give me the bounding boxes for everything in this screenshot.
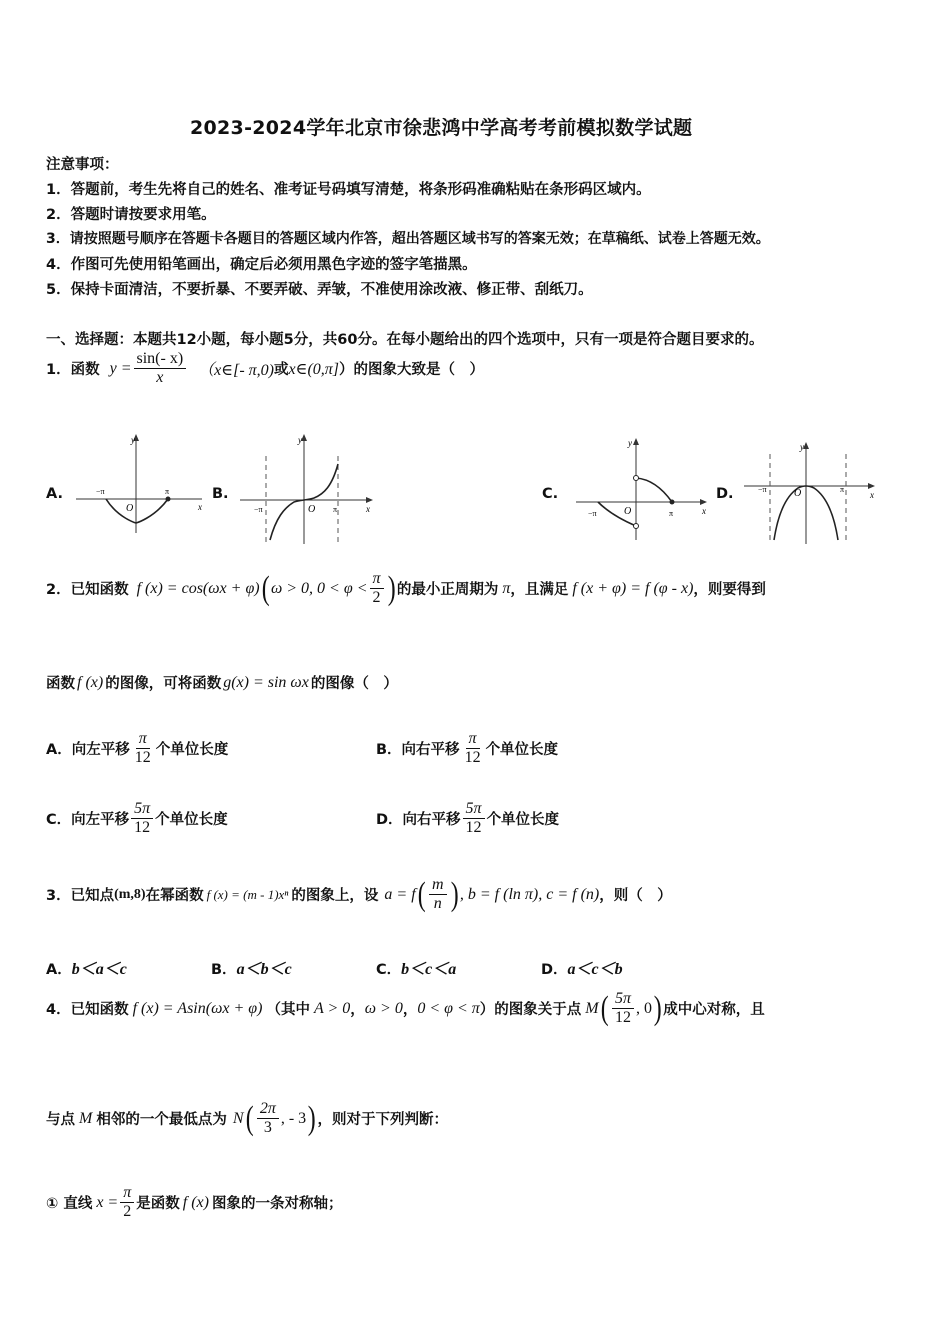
y-axis-label: y bbox=[298, 435, 302, 445]
q4-mid: （其中 bbox=[266, 1002, 310, 1019]
q2-gx: g(x) = sin ωx bbox=[223, 673, 309, 691]
q2-equation: f (x + φ) = f (φ - x) bbox=[572, 579, 694, 597]
q3-a-num: m bbox=[429, 876, 447, 895]
q3-option-a-label: A． bbox=[46, 962, 72, 978]
right-paren: ) bbox=[653, 989, 662, 1027]
q3-option-a[interactable] bbox=[46, 956, 127, 979]
origin-label: O bbox=[794, 488, 802, 499]
q1-prefix: 1．函数 bbox=[46, 362, 100, 379]
q2-cond-num: π bbox=[370, 570, 384, 589]
q4-m-num: 5π bbox=[612, 990, 634, 1009]
q2-line2-c: 的图像（ ） bbox=[310, 676, 398, 692]
q1-option-c[interactable]: C. bbox=[542, 486, 559, 502]
q3-option-c-label: C． bbox=[376, 962, 402, 978]
q4-n-den: 3 bbox=[263, 1119, 272, 1137]
q1-domain-b: x∈(0,π] bbox=[288, 360, 340, 378]
q1-graph-d bbox=[740, 436, 882, 548]
page-title: 2023-2024学年北京市徐悲鸿中学高考考前模拟数学试题 bbox=[190, 117, 693, 139]
q3-a-den: n bbox=[433, 895, 442, 913]
q3-mid: 在幂函数 bbox=[145, 888, 204, 905]
q2-mid: 的最小正周期为 bbox=[396, 582, 499, 599]
q3-end: ，则（ ） bbox=[599, 888, 672, 905]
y-axis-label: y bbox=[800, 442, 804, 452]
q4-item1-den: 2 bbox=[123, 1203, 132, 1221]
q2-option-d-den: 12 bbox=[465, 819, 482, 837]
q2-end: ，则要得到 bbox=[693, 582, 766, 599]
q4-mid2: ）的图象关于点 bbox=[479, 1002, 582, 1019]
q4-item1-fraction bbox=[120, 1184, 134, 1222]
question-4 bbox=[46, 990, 765, 1028]
q1-option-a[interactable]: A. bbox=[46, 486, 63, 502]
q4-line2-b: 相邻的一个最低点为 bbox=[96, 1112, 227, 1129]
q4-item1-num: π bbox=[120, 1184, 134, 1203]
q2-option-d-num: 5π bbox=[463, 800, 485, 819]
q4-cond-phi: 0 < φ < π bbox=[417, 999, 480, 1017]
q1-domain-a: （x∈[- π,0) bbox=[198, 362, 275, 380]
q3-option-d[interactable] bbox=[541, 956, 623, 979]
q2-option-a-den: 12 bbox=[134, 749, 151, 767]
neg-pi-label: −π bbox=[588, 509, 597, 518]
q2-option-c-num: 5π bbox=[131, 800, 153, 819]
q4-item1-c: 图象的一条对称轴； bbox=[211, 1196, 343, 1213]
notice-item-5: 5．保持卡面清洁，不要折暴、不要弄破、弄皱，不准使用涂改液、修正带、刮纸刀。 bbox=[46, 282, 593, 298]
q2-option-c-unit: 个单位长度 bbox=[155, 812, 228, 829]
q2-prefix: 2．已知函数 bbox=[46, 582, 129, 599]
neg-pi-label: −π bbox=[254, 505, 263, 514]
q4-point-n: N bbox=[232, 1109, 244, 1127]
q2-cond-den: 2 bbox=[372, 589, 381, 607]
q2-option-d-unit: 个单位长度 bbox=[486, 812, 560, 829]
q2-option-b-unit: 个单位长度 bbox=[485, 742, 559, 759]
x-axis-label: x bbox=[870, 490, 874, 500]
right-paren: ) bbox=[307, 1099, 316, 1137]
q2-option-b-label: B．向右平移 bbox=[376, 742, 460, 759]
notice-item-3: 3．请按照题号顺序在答题卡各题目的答题区域内作答，超出答题区域书写的答案无效；在草稿纸、试卷上答题无效。 bbox=[46, 231, 770, 247]
q3-option-c[interactable] bbox=[376, 956, 456, 979]
notice-heading: 注意事项： bbox=[46, 157, 119, 173]
question-4-line-2 bbox=[46, 1100, 448, 1138]
x-axis-label: x bbox=[702, 506, 706, 516]
q4-item1-x: x = bbox=[96, 1193, 119, 1211]
notice-item-4: 4．作图可先使用铅笔画出，确定后必须用黑色字迹的签字笔描黑。 bbox=[46, 257, 477, 273]
q4-line2-c: ，则对于下列判断： bbox=[317, 1112, 448, 1129]
origin-label: O bbox=[624, 506, 632, 517]
q1-suffix: ）的图象大致是（ ） bbox=[339, 362, 485, 379]
q3-option-d-value: a＜c＜b bbox=[567, 961, 623, 978]
pi-label: π bbox=[840, 485, 845, 494]
x-axis-label: x bbox=[366, 504, 370, 514]
q2-option-a[interactable] bbox=[46, 730, 228, 768]
q2-fx: f (x) bbox=[77, 673, 104, 691]
q2-option-d-fraction bbox=[463, 800, 485, 838]
q2-option-a-num: π bbox=[136, 730, 150, 749]
question-1 bbox=[46, 350, 484, 388]
q1-lhs: y = bbox=[109, 359, 132, 377]
q2-option-d-label: D．向右平移 bbox=[376, 812, 461, 829]
q3-option-a-value: b＜a＜c bbox=[71, 961, 127, 978]
y-axis-label: y bbox=[628, 438, 632, 448]
q2-option-a-unit: 个单位长度 bbox=[155, 742, 229, 759]
q4-line2-m: M bbox=[79, 1109, 93, 1127]
q3-point: (m,8) bbox=[114, 886, 146, 902]
q4-end: 成中心对称，且 bbox=[663, 1002, 765, 1019]
q3-func: f (x) = (m - 1)xⁿ bbox=[206, 886, 289, 902]
q2-option-c[interactable] bbox=[46, 800, 228, 838]
q2-option-b-num: π bbox=[466, 730, 480, 749]
q4-item1-b: 是函数 bbox=[136, 1196, 180, 1213]
q1-option-b[interactable]: B. bbox=[212, 486, 229, 502]
q2-option-c-fraction bbox=[131, 800, 153, 838]
q1-option-d[interactable]: D. bbox=[716, 486, 734, 502]
q2-condition: ω > 0, 0 < φ < bbox=[270, 579, 368, 597]
q2-option-b-fraction bbox=[462, 730, 484, 768]
section-heading: 一、选择题：本题共12小题，每小题5分，共60分。在每小题给出的四个选项中，只有一项是符合题目要求的。 bbox=[46, 332, 764, 348]
q1-graph-b bbox=[236, 428, 378, 546]
q2-period: π bbox=[502, 579, 511, 597]
q3-prefix: 3．已知点 bbox=[46, 888, 115, 905]
q4-m-fraction bbox=[612, 990, 634, 1028]
q2-option-b[interactable] bbox=[376, 730, 558, 768]
pi-label: π bbox=[333, 505, 338, 514]
q3-rest: , b = f (ln π), c = f (n) bbox=[459, 885, 600, 903]
q1-graph-c bbox=[572, 432, 712, 542]
q1-numerator: sin(- x) bbox=[134, 350, 187, 369]
q4-n-rest: , - 3 bbox=[280, 1109, 307, 1127]
q3-option-b-value: a＜b＜c bbox=[236, 961, 292, 978]
q4-item1-f: f (x) bbox=[182, 1193, 209, 1211]
q3-option-b[interactable] bbox=[211, 956, 292, 979]
q2-option-b-den: 12 bbox=[464, 749, 481, 767]
y-axis-label: y bbox=[131, 435, 135, 445]
q3-a-fraction bbox=[429, 876, 447, 914]
question-3 bbox=[46, 876, 672, 914]
origin-label: O bbox=[308, 504, 316, 515]
origin-label: O bbox=[126, 503, 134, 514]
notice-item-2: 2．答题时请按要求用笔。 bbox=[46, 207, 216, 223]
q2-line2-b: 的图像，可将函数 bbox=[105, 676, 222, 692]
q2-mid2: ，且满足 bbox=[510, 582, 569, 599]
pi-label: π bbox=[669, 509, 674, 518]
q4-m-den: 12 bbox=[614, 1009, 631, 1027]
comma-1: ， bbox=[350, 1002, 365, 1019]
question-2 bbox=[46, 570, 766, 608]
q4-line2-a: 与点 bbox=[46, 1112, 75, 1129]
q2-option-a-label: A．向左平移 bbox=[46, 742, 130, 759]
q4-func: f (x) = Asin(ωx + φ) bbox=[132, 999, 263, 1017]
right-paren: ) bbox=[450, 875, 459, 913]
q3-option-d-label: D． bbox=[541, 962, 568, 978]
q3-option-b-label: B． bbox=[211, 962, 237, 978]
q4-item1-a: ① 直线 bbox=[46, 1196, 93, 1213]
left-paren: ( bbox=[245, 1099, 254, 1137]
q3-option-c-value: b＜c＜a bbox=[401, 961, 457, 978]
q3-mid2: 的图象上，设 bbox=[291, 888, 379, 905]
q2-func: f (x) = cos(ωx + φ) bbox=[136, 579, 260, 597]
q2-option-c-den: 12 bbox=[134, 819, 151, 837]
q1-graph-a bbox=[70, 428, 210, 538]
q1-fraction bbox=[134, 350, 187, 388]
question-2-line-2 bbox=[46, 672, 398, 693]
q2-option-c-label: C．向左平移 bbox=[46, 812, 130, 829]
neg-pi-label: −π bbox=[96, 487, 105, 496]
q4-cond-omega: ω > 0 bbox=[364, 999, 403, 1017]
x-axis-label: x bbox=[198, 502, 202, 512]
q2-cond-fraction bbox=[370, 570, 384, 608]
q2-option-a-fraction bbox=[132, 730, 154, 768]
q1-denominator: x bbox=[156, 369, 164, 387]
left-paren: ( bbox=[417, 875, 426, 913]
q4-n-num: 2π bbox=[257, 1100, 279, 1119]
q4-n-fraction bbox=[257, 1100, 279, 1138]
q4-point-m: M bbox=[585, 999, 599, 1017]
q4-judgement-1 bbox=[46, 1184, 342, 1222]
left-paren: ( bbox=[261, 569, 270, 607]
comma-2: ， bbox=[402, 1002, 418, 1019]
q2-option-d[interactable] bbox=[376, 800, 559, 838]
q4-cond-a: A > 0 bbox=[313, 999, 351, 1017]
left-paren: ( bbox=[600, 989, 609, 1027]
neg-pi-label: −π bbox=[758, 485, 767, 494]
q4-prefix: 4．已知函数 bbox=[46, 1002, 129, 1019]
q3-a-lhs: a = f bbox=[384, 885, 416, 903]
right-paren: ) bbox=[387, 569, 396, 607]
pi-label: π bbox=[165, 487, 170, 496]
notice-item-1: 1．答题前，考生先将自己的姓名、准考证号码填写清楚，将条形码准确粘贴在条形码区域内。 bbox=[46, 182, 651, 198]
q4-m-rest: , 0 bbox=[635, 999, 652, 1017]
q2-line2-a: 函数 bbox=[46, 676, 75, 692]
q1-or: 或 bbox=[274, 362, 289, 379]
